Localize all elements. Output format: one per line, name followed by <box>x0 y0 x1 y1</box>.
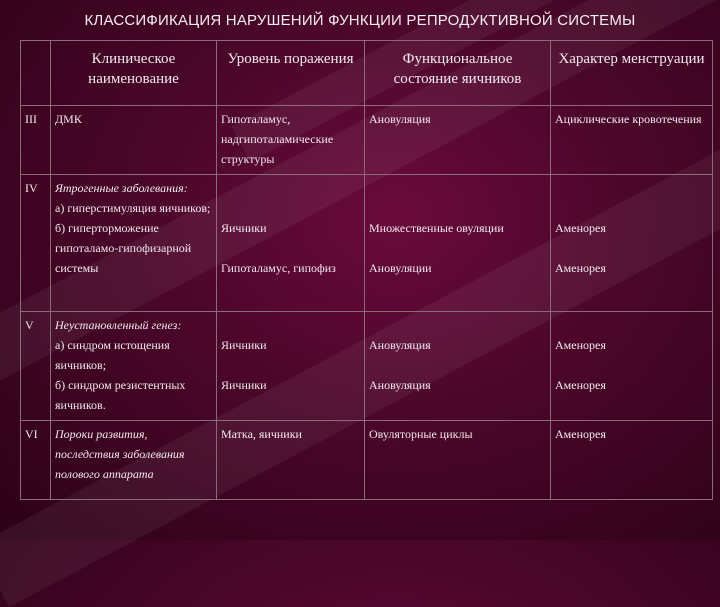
ovary-state: Овуляторные циклы <box>365 421 551 500</box>
level <box>217 175 365 312</box>
ovary-state <box>365 175 551 312</box>
table-row <box>21 106 713 175</box>
header-clinical-name: Клиническое наименование <box>51 41 217 106</box>
row-number: IV <box>21 175 51 312</box>
table-row <box>21 421 713 500</box>
spacer <box>221 198 360 218</box>
state-a: Ановуляция <box>369 338 431 352</box>
spacer <box>369 315 546 335</box>
level <box>217 312 365 421</box>
menstruation <box>551 312 713 421</box>
header-menstruation: Характер менструации <box>551 41 713 106</box>
table-row <box>21 175 713 312</box>
header-num <box>21 41 51 106</box>
spacer <box>555 315 708 335</box>
ovary-state <box>365 312 551 421</box>
group-title: Неустановленный генез: <box>55 318 182 332</box>
state-b: Ановуляция <box>369 378 431 392</box>
clinical-name <box>51 312 217 421</box>
ovary-state: Ановуляция <box>365 106 551 175</box>
spacer <box>555 198 708 218</box>
slide-title: КЛАССИФИКАЦИЯ НАРУШЕНИЙ ФУНКЦИИ РЕПРОДУКТИВНОЙ СИСТЕМЫ <box>84 12 636 29</box>
clinical-name <box>51 175 217 312</box>
header-ovary-state: Функциональное состояние яичников <box>365 41 551 106</box>
level-b: Гипоталамус, гипофиз <box>221 261 336 275</box>
header-row <box>21 41 713 106</box>
group-title: Ятрогенные заболевания: <box>55 181 188 195</box>
header-level: Уровень поражения <box>217 41 365 106</box>
level-a: Яичники <box>221 221 267 235</box>
level-a: Яичники <box>221 338 267 352</box>
level: Гипоталамус, надгипоталамические структуры <box>217 106 365 175</box>
classification-table <box>20 40 713 500</box>
spacer <box>555 178 708 198</box>
subitem-a: а) синдром истощения яичников; <box>55 338 170 372</box>
clinical-name: ДМК <box>51 106 217 175</box>
table-row <box>21 312 713 421</box>
row-number: V <box>21 312 51 421</box>
row-number: VI <box>21 421 51 500</box>
menstruation <box>551 175 713 312</box>
spacer <box>221 178 360 198</box>
menses-b: Аменорея <box>555 378 606 392</box>
menses-b: Аменорея <box>555 261 606 275</box>
menstruation: Аменорея <box>551 421 713 500</box>
spacer <box>221 315 360 335</box>
state-b: Ановуляции <box>369 261 432 275</box>
subitem-a: а) гиперстимуляция яичников; <box>55 201 211 215</box>
menses-a: Аменорея <box>555 221 606 235</box>
menses-a: Аменорея <box>555 338 606 352</box>
clinical-name: Пороки развития, последствия заболевания полового аппарата <box>51 421 217 500</box>
level: Матка, яичники <box>217 421 365 500</box>
level-b: Яичники <box>221 378 267 392</box>
state-a: Множественные овуляции <box>369 221 504 235</box>
subitem-b: б) гиперторможение гипоталамо-гипофизарной системы <box>55 221 192 275</box>
subitem-b: б) синдром резистентных яичников. <box>55 378 186 412</box>
menstruation: Ациклические кровотечения <box>551 106 713 175</box>
row-number: III <box>21 106 51 175</box>
spacer <box>369 178 546 198</box>
spacer <box>369 198 546 218</box>
